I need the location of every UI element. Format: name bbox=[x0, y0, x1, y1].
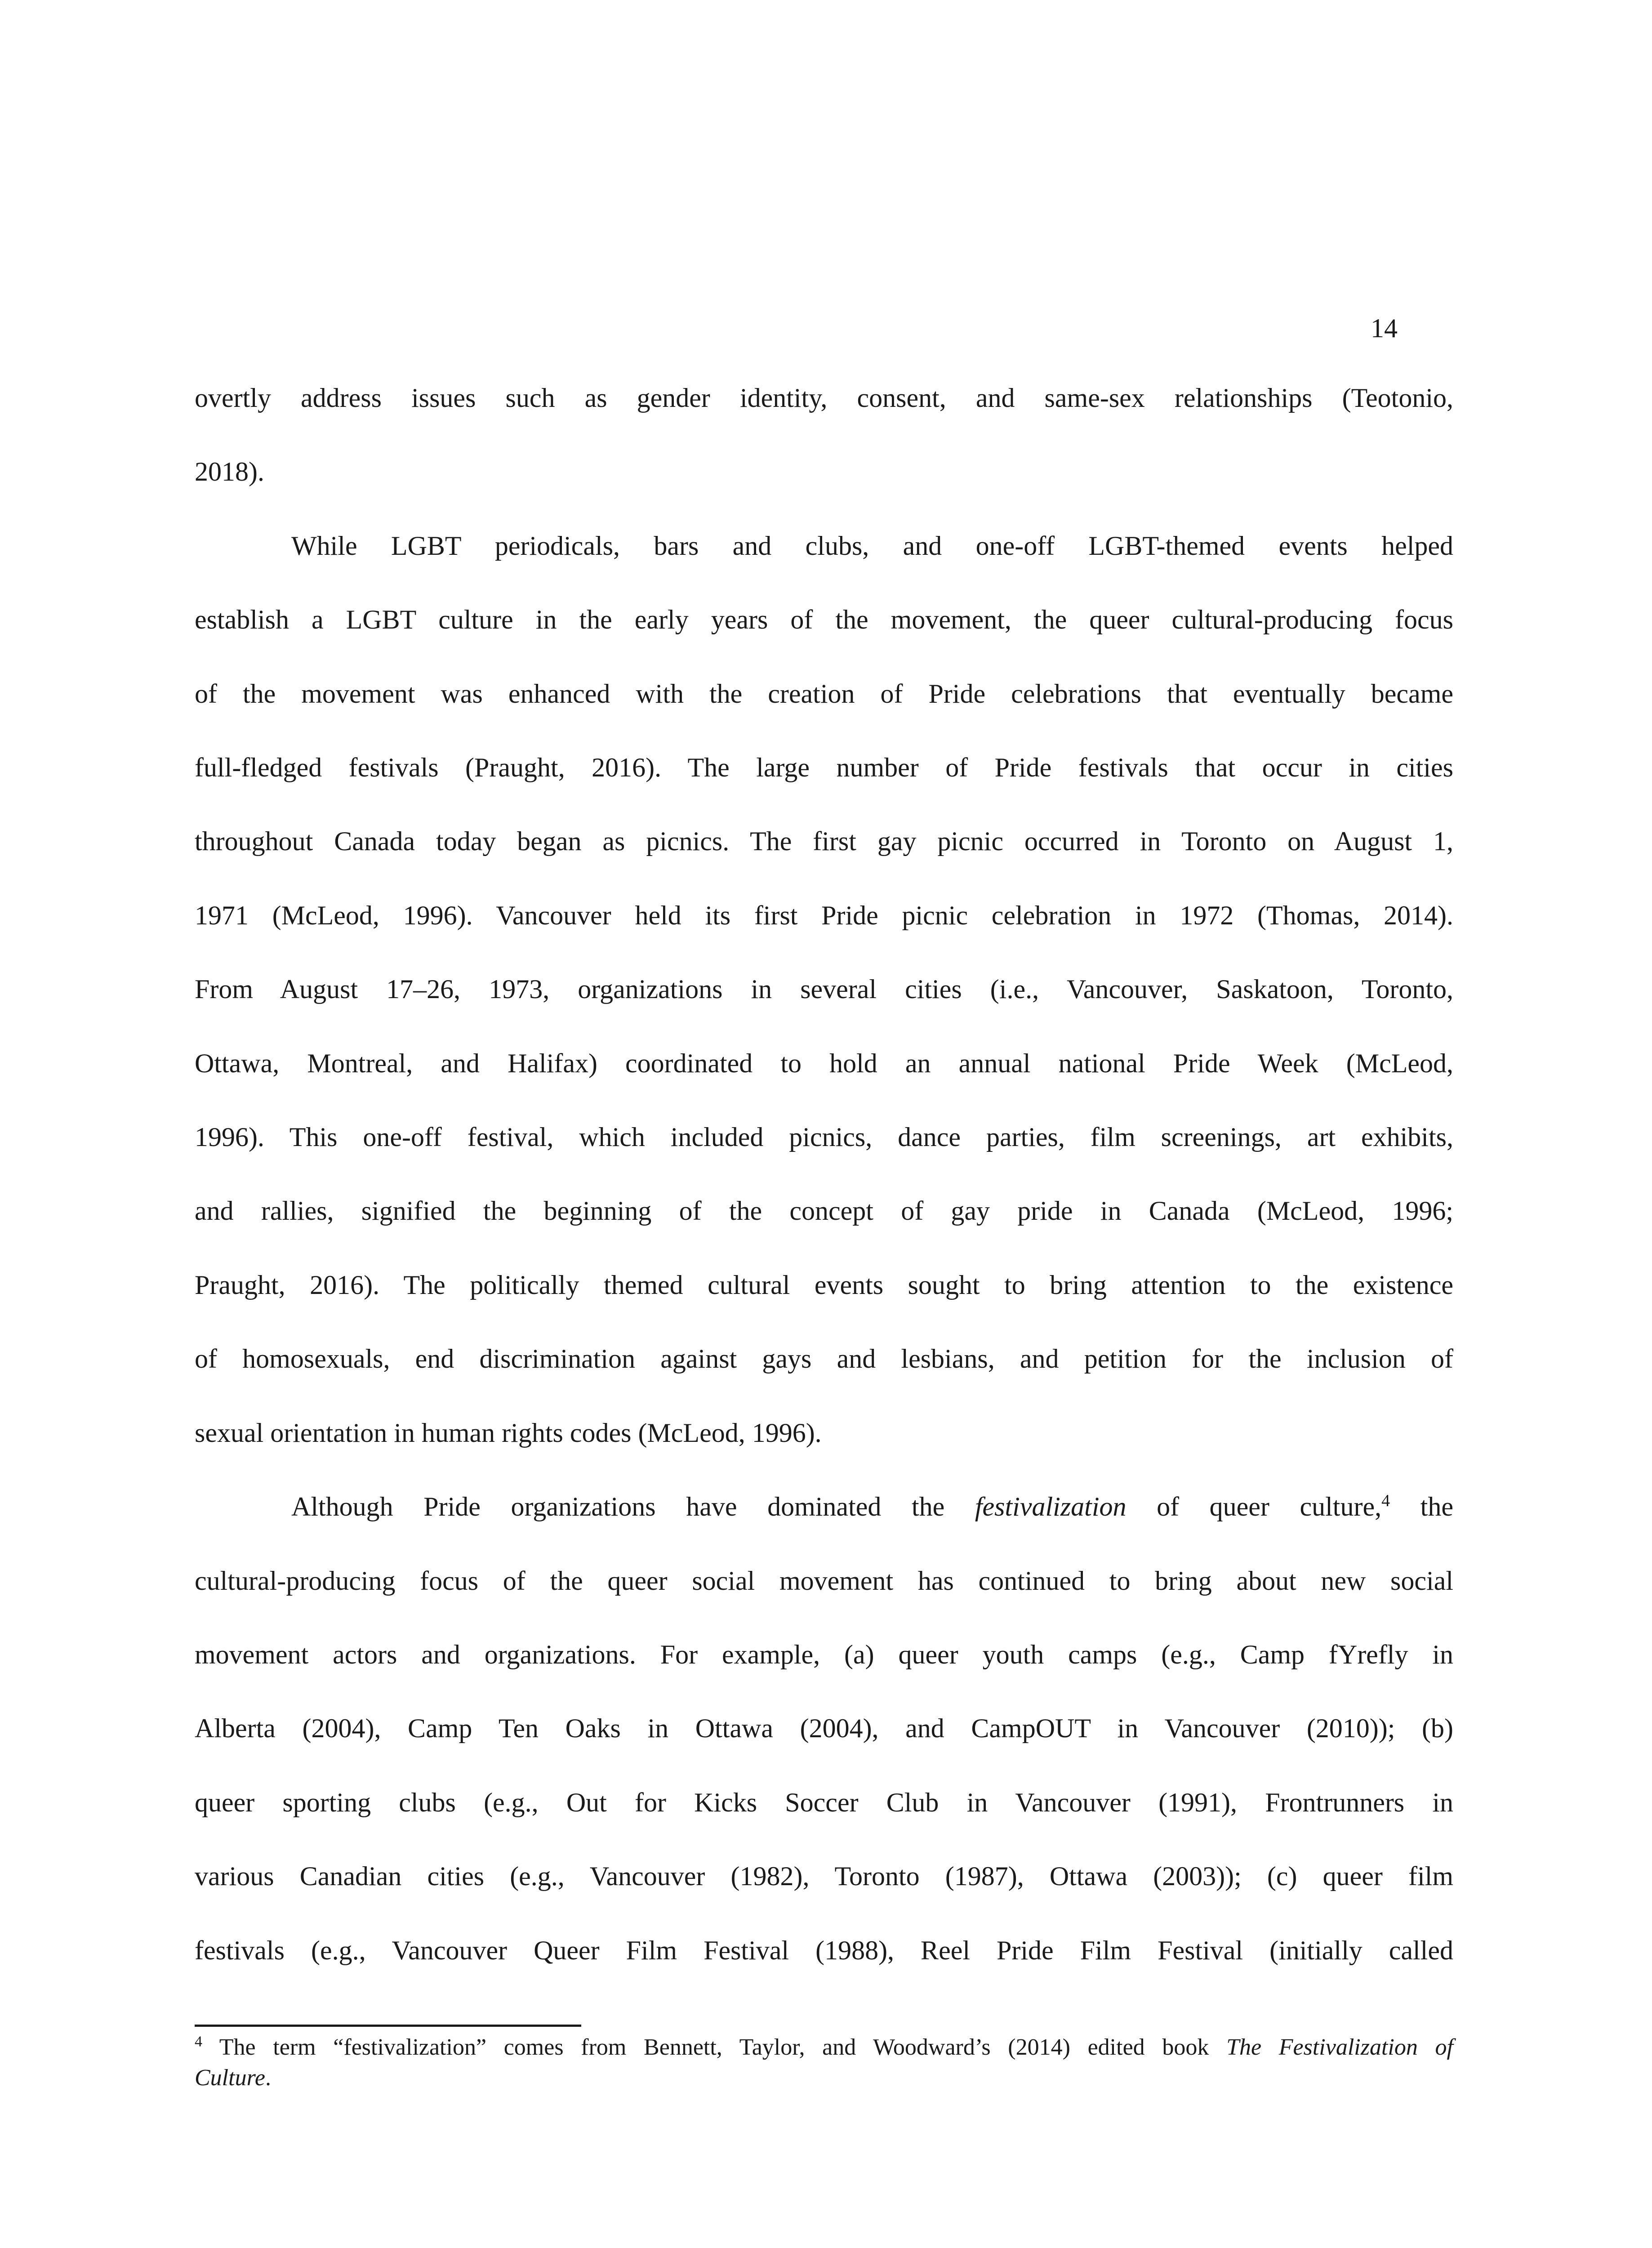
body-text bbox=[195, 361, 1453, 1987]
text-line: 2018). bbox=[195, 457, 264, 487]
text-line: establish a LGBT culture in the early years of the movement, the queer cultural-producing focus bbox=[195, 605, 1453, 635]
text-line: full-fledged festivals (Praught, 2016). The large number of Pride festivals that occur in cities bbox=[195, 753, 1453, 783]
footnote-mark: 4 bbox=[195, 2033, 202, 2050]
paragraph-3 bbox=[195, 1470, 1453, 1987]
text-line: cultural-producing focus of the queer social movement has continued to bring about new social bbox=[195, 1566, 1453, 1596]
text-segment: the bbox=[1390, 1492, 1453, 1522]
footnote-line bbox=[195, 2032, 1453, 2063]
page-number: 14 bbox=[1371, 313, 1398, 343]
footnote-text: The term “festivalization” comes from Bennett, Taylor, and Woodward’s (2014) edited book bbox=[202, 2034, 1227, 2060]
text-line: movement actors and organizations. For example, (a) queer youth camps (e.g., Camp fYrefly in bbox=[195, 1639, 1453, 1669]
text-segment: Although Pride organizations have dominated the bbox=[291, 1492, 975, 1522]
text-line: 1996). This one-off festival, which included picnics, dance parties, film screenings, art exhibits, bbox=[195, 1122, 1453, 1152]
footnote-book-title: The Festivalization of bbox=[1226, 2034, 1453, 2060]
footnote-text: . bbox=[265, 2065, 271, 2091]
text-segment: of queer culture, bbox=[1126, 1492, 1382, 1522]
text-line: sexual orientation in human rights codes (McLeod, 1996). bbox=[195, 1418, 822, 1448]
text-line: of homosexuals, end discrimination against gays and lesbians, and petition for the inclusion of bbox=[195, 1344, 1453, 1374]
footnote-line bbox=[195, 2063, 1453, 2093]
italic-term: festivalization bbox=[975, 1492, 1127, 1522]
text-line: throughout Canada today began as picnics. The first gay picnic occurred in Toronto on August 1, bbox=[195, 826, 1453, 856]
text-line: various Canadian cities (e.g., Vancouver (1982), Toronto (1987), Ottawa (2003)); (c) queer film bbox=[195, 1861, 1453, 1891]
text-line: Praught, 2016). The politically themed cultural events sought to bring attention to the existence bbox=[195, 1270, 1453, 1300]
footnote-reference[interactable]: 4 bbox=[1381, 1491, 1390, 1511]
paragraph-1 bbox=[195, 361, 1453, 509]
text-line: From August 17–26, 1973, organizations in several cities (i.e., Vancouver, Saskatoon, Toronto, bbox=[195, 974, 1453, 1004]
text-line-with-footnote bbox=[195, 1470, 1453, 1543]
footnote-book-title: Culture bbox=[195, 2065, 265, 2091]
footnote bbox=[195, 2032, 1453, 2093]
text-line: While LGBT periodicals, bars and clubs, and one-off LGBT-themed events helped bbox=[291, 531, 1453, 561]
text-line: Alberta (2004), Camp Ten Oaks in Ottawa (2004), and CampOUT in Vancouver (2010)); (b) bbox=[195, 1713, 1453, 1744]
footnote-divider bbox=[195, 2025, 581, 2027]
text-line: festivals (e.g., Vancouver Queer Film Festival (1988), Reel Pride Film Festival (initially called bbox=[195, 1935, 1453, 1965]
text-line: and rallies, signified the beginning of the concept of gay pride in Canada (McLeod, 1996; bbox=[195, 1196, 1453, 1226]
text-line: overtly address issues such as gender identity, consent, and same-sex relationships (Teotonio, bbox=[195, 383, 1453, 413]
text-line: queer sporting clubs (e.g., Out for Kicks Soccer Club in Vancouver (1991), Frontrunners in bbox=[195, 1787, 1453, 1817]
text-line: of the movement was enhanced with the creation of Pride celebrations that eventually became bbox=[195, 678, 1453, 709]
paragraph-2 bbox=[195, 509, 1453, 1470]
text-line: 1971 (McLeod, 1996). Vancouver held its first Pride picnic celebration in 1972 (Thomas, 2014). bbox=[195, 900, 1453, 930]
text-line: Ottawa, Montreal, and Halifax) coordinated to hold an annual national Pride Week (McLeod, bbox=[195, 1048, 1453, 1078]
